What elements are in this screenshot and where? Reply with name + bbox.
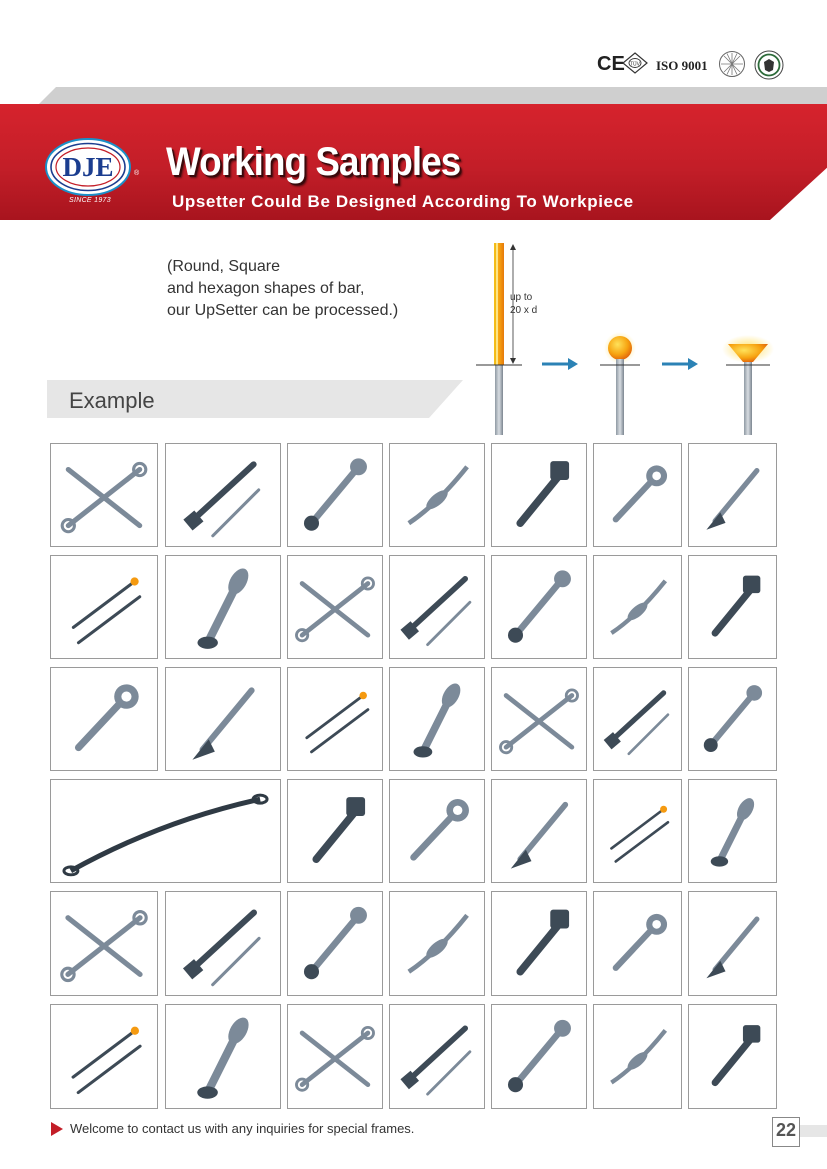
page-strip xyxy=(800,1125,827,1137)
part-illustration xyxy=(390,1005,484,1108)
page-number: 22 xyxy=(776,1120,797,1140)
upset-cone-stage xyxy=(722,335,774,435)
part-illustration xyxy=(166,444,280,546)
part-illustration xyxy=(166,668,280,770)
sample-image-rod-end-assembly xyxy=(491,1004,587,1109)
quality-seal-icon xyxy=(718,50,746,78)
sample-image-hex-bolt-rod xyxy=(287,891,383,996)
sample-image-curved-arm-2 xyxy=(688,891,777,996)
sample-image-knife-blade xyxy=(287,667,383,771)
sample-image-cone-socket xyxy=(688,1004,777,1109)
upset-ball-stage xyxy=(600,332,640,435)
arrow-icon xyxy=(662,358,698,370)
part-illustration xyxy=(390,556,484,658)
part-illustration xyxy=(51,668,157,770)
upsetting-process-diagram xyxy=(470,238,790,438)
sample-image-hub-shaft xyxy=(491,779,587,883)
part-illustration xyxy=(288,780,382,882)
example-heading: Example xyxy=(69,388,155,413)
sample-image-cylinder-head-part xyxy=(593,555,682,659)
sample-image-turnbuckle xyxy=(389,443,485,547)
sample-image-yoke-arm xyxy=(491,891,587,996)
sample-image-flange-post xyxy=(50,1004,158,1109)
diagram-label: up to xyxy=(510,292,533,303)
part-illustration xyxy=(689,668,776,770)
sample-image-steering-linkage xyxy=(491,443,587,547)
part-illustration xyxy=(51,780,280,882)
part-illustration xyxy=(288,1005,382,1108)
tuv-mark-icon xyxy=(622,52,648,74)
part-illustration xyxy=(594,1005,681,1108)
sample-image-bushing-pin xyxy=(389,779,485,883)
sample-image-flanged-shaft xyxy=(287,1004,383,1109)
part-illustration xyxy=(390,892,484,995)
ce-mark-icon: CE xyxy=(597,53,625,75)
part-illustration xyxy=(492,556,586,658)
sample-image-white-flange-pin xyxy=(50,667,158,771)
sample-image-splined-shaft xyxy=(491,555,587,659)
sample-image-engine-valves-set xyxy=(165,667,281,771)
sample-image-control-rods xyxy=(491,667,587,771)
part-illustration xyxy=(594,444,681,546)
part-illustration xyxy=(166,556,280,658)
part-illustration xyxy=(51,556,157,658)
part-illustration xyxy=(288,892,382,995)
sample-image-rod-end-threaded xyxy=(593,1004,682,1109)
sample-image-eye-bolt xyxy=(593,667,682,771)
footer-contact-text: Welcome to contact us with any inquiries for special frames. xyxy=(70,1121,415,1136)
triangle-bullet-icon xyxy=(51,1122,63,1136)
sample-image-long-link-bar xyxy=(50,779,281,883)
sample-image-chisel-bit xyxy=(688,555,777,659)
part-illustration xyxy=(288,556,382,658)
page-subtitle: Upsetter Could Be Designed According To Workpiece xyxy=(172,192,634,211)
dje-logo xyxy=(44,137,140,197)
iso-9001-text: ISO 9001 xyxy=(656,58,708,73)
part-illustration xyxy=(492,892,586,995)
svg-text:®: ® xyxy=(134,170,140,177)
sample-image-hex-flange-bolt xyxy=(287,555,383,659)
part-illustration xyxy=(689,1005,776,1108)
part-illustration xyxy=(689,780,776,882)
eagle-seal-icon xyxy=(754,50,784,80)
part-illustration xyxy=(492,1005,586,1108)
part-illustration xyxy=(166,892,280,995)
sample-image-bent-bracket-rods xyxy=(287,779,383,883)
part-illustration xyxy=(288,444,382,546)
part-illustration xyxy=(51,444,157,546)
part-illustration xyxy=(492,444,586,546)
diagram-label: 20 x d xyxy=(510,305,538,316)
sample-image-l-socket-wrench xyxy=(287,443,383,547)
part-illustration xyxy=(594,556,681,658)
part-illustration xyxy=(594,780,681,882)
straight-bar-stage xyxy=(476,243,537,435)
svg-text:TÜV: TÜV xyxy=(630,61,640,68)
sample-image-long-screw-bolt xyxy=(593,779,682,883)
sample-image-axle-flange-hub xyxy=(50,891,158,996)
part-illustration xyxy=(51,1005,157,1108)
sample-image-ball-joint-stud xyxy=(688,779,777,883)
part-illustration xyxy=(689,556,776,658)
sample-image-tie-rod-end xyxy=(593,443,682,547)
sample-image-curved-arm-1 xyxy=(593,891,682,996)
banner-top-stripe xyxy=(38,87,827,105)
sample-image-tie-rod-assembly xyxy=(50,555,158,659)
part-illustration xyxy=(288,668,382,770)
sample-image-knurled-shaft xyxy=(688,667,777,771)
sample-image-long-socket-wrench xyxy=(165,443,281,547)
part-illustration xyxy=(689,444,776,546)
page-title: Working Samples xyxy=(166,140,461,184)
sample-image-linkage-rods xyxy=(389,891,485,996)
sample-image-t-bolts xyxy=(389,667,485,771)
part-illustration xyxy=(390,780,484,882)
part-illustration xyxy=(492,780,586,882)
svg-text:DJE: DJE xyxy=(62,152,114,182)
sample-image-axle-shaft-yoke xyxy=(165,555,281,659)
sample-image-hex-bolts xyxy=(389,555,485,659)
sample-image-engine-valve xyxy=(688,443,777,547)
sample-image-flange-bolt xyxy=(165,891,281,996)
since-tagline: SINCE 1973 xyxy=(69,197,111,204)
arrow-icon xyxy=(542,358,578,370)
sample-image-spindle-flange xyxy=(165,1004,281,1109)
intro-line: (Round, Square xyxy=(167,258,280,275)
intro-text xyxy=(167,256,398,322)
part-illustration xyxy=(594,668,681,770)
sample-image-hex-head-pin xyxy=(389,1004,485,1109)
part-illustration xyxy=(594,892,681,995)
intro-line: our UpSetter can be processed.) xyxy=(167,302,399,319)
part-illustration xyxy=(390,668,484,770)
part-illustration xyxy=(492,668,586,770)
part-illustration xyxy=(689,892,776,995)
sample-image-cross-rim-wrench xyxy=(50,443,158,547)
part-illustration xyxy=(166,1005,280,1108)
part-illustration xyxy=(390,444,484,546)
part-illustration xyxy=(51,892,157,995)
intro-line: and hexagon shapes of bar, xyxy=(167,280,365,297)
